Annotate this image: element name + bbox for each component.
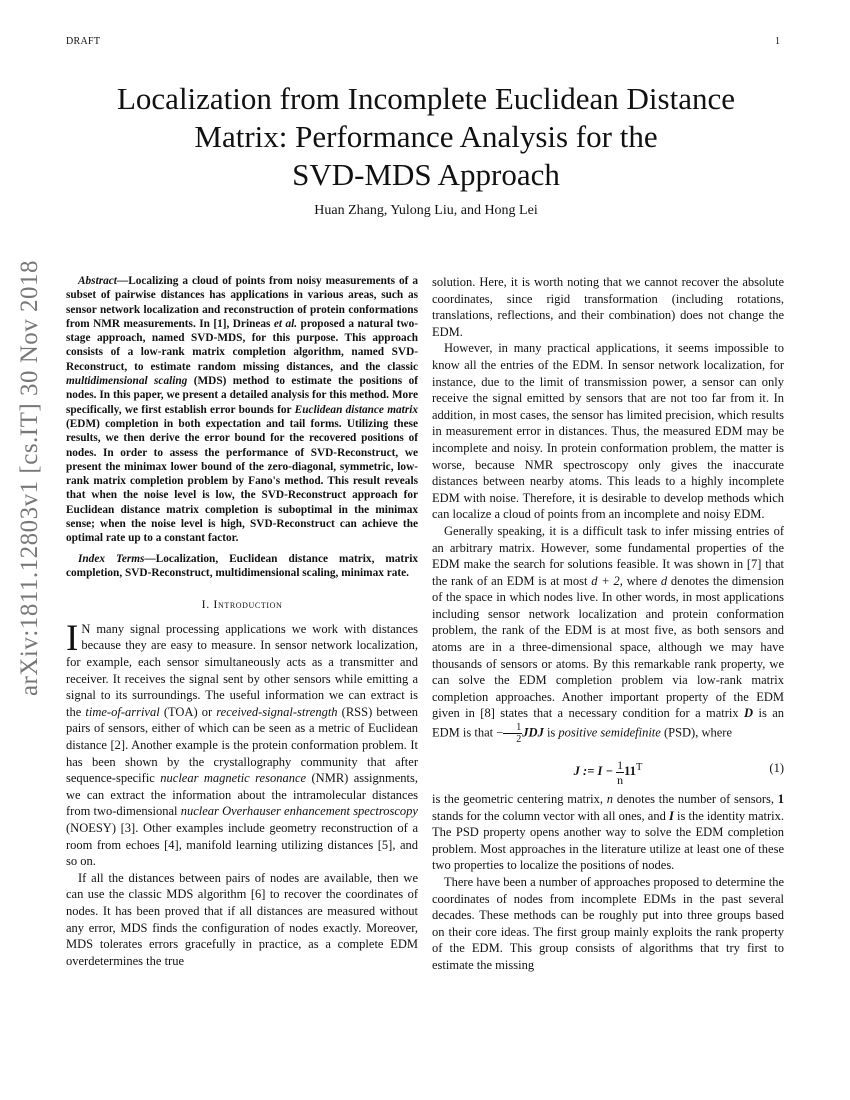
intro-nmr: nuclear magnetic resonance [160, 771, 307, 786]
arxiv-stamp [4, 259, 56, 696]
eq-ones: 11 [624, 764, 636, 779]
section-title: Introduction [213, 597, 283, 612]
intro-p1-d: (NMR) assignments, we can extract the information about the intramolecular distances from two-dimensional [66, 771, 418, 819]
paper-title [70, 80, 782, 194]
author-list: Huan Zhang, Yulong Liu, and Hong Lei [314, 203, 538, 218]
abstract-text-1: —Localizing a cloud of points from noisy measurements of a subset of pairwise distances has applications in various areas, such as sensor network localization and reconstruction of protein conformations from NMR measurements. In [1], Drineas [66, 275, 418, 330]
section-heading-introduction [66, 596, 418, 613]
right-column [432, 274, 784, 974]
intro-paragraph-2: If all the distances between pairs of nodes are available, then we can use the classic MDS algorithm [6] to recover the coordinates of nodes. It has been proved that if all distances are measured without any error, MDS finds the configuration of nodes exactly. Moreover, MDS tolerates errors gracefully in practice, as a complete EDM overdetermines the true [66, 870, 418, 968]
arxiv-stamp-text: arXiv:1811.12803v1 [cs.IT] 30 Nov 2018 [16, 259, 43, 696]
intro-p5-c: stands for the column vector with all ones, and [432, 808, 669, 823]
math-ones: 1 [777, 792, 785, 807]
math-n: n [606, 792, 614, 807]
page-number: 1 [775, 36, 780, 47]
abstract [66, 274, 418, 546]
intro-p5-d: is the identity matrix. The PSD property opens another way to solve the EDM completion problem. Most approaches in the literature utilize at least one of these two properties to localize the positions of nodes. [432, 808, 784, 873]
abstract-text-2: proposed a natural two-stage approach, named SVD-MDS, for this purpose. This approach consists of a low-rank matrix completion algorithm, named SVD-Reconstruct, to estimate random missing distances, and the classic [66, 317, 418, 373]
math-d: d [660, 573, 668, 588]
intro-p5-a: is the geometric centering matrix, [432, 792, 607, 807]
intro-p4-f: (PSD), where [660, 725, 732, 740]
intro-paragraph-1 [66, 617, 419, 870]
math-minus: − [496, 725, 504, 740]
index-terms-label: Index Terms [78, 552, 145, 565]
intro-toa: time-of-arrival [85, 704, 160, 719]
math-jdj: JDJ [522, 725, 544, 740]
frac-denominator: 2 [516, 734, 522, 746]
title-line-2: Matrix: Performance Analysis for the [194, 119, 658, 154]
intro-p5-b: denotes the number of sensors, [613, 792, 778, 807]
math-half-fraction [503, 722, 522, 745]
abstract-etal: et al. [273, 317, 298, 330]
intro-psd: positive semidefinite [558, 725, 661, 740]
abstract-edm: Euclidean distance matrix [294, 403, 419, 416]
abstract-mds: multidimensional scaling [66, 375, 188, 388]
intro-p4-b: , where [619, 573, 661, 588]
intro-p1-a: N many signal processing applications we work with distances because they are easy to measure. In sensor network localization, for example, each sensor simultaneously acts as a transmitter and receiver. It receives the signal sent by other sensors while emitting a signal to its surroundings. The useful information we can extract is the [66, 621, 418, 719]
intro-paragraph-4 [432, 523, 784, 745]
intro-noesy: nuclear Overhauser enhancement spectroscopy [180, 804, 418, 819]
intro-p4-a: Generally speaking, it is a difficult task to infer missing entries of an arbitrary matrix. However, some fundamental properties of the EDM make the search for solutions feasible. It was shown in [7] that the rank of an EDM is at most [432, 523, 784, 588]
equation-1 [432, 751, 784, 785]
left-column [66, 274, 418, 969]
eq-frac-denominator: n [617, 772, 624, 787]
intro-p1-e: (NOESY) [3]. Other examples include geometry reconstruction of a room from echoes [4], manifold learning utilizing distances [5], and so on. [66, 820, 418, 869]
abstract-text-4: (EDM) completion in both expectation and tail forms. Utilizing these results, we then derive the error bound for the recovered positions of nodes. In order to assess the performance of SVD-Reconstruct, we present the minimax lower bound of the zero-diagonal, symmetric, low-rank matrix completion problem by Fano's method. This result reveals that when the noise level is low, the SVD-Reconstruct approach for Euclidean distance matrix completion is suboptimal in the minimax sense; when the noise level is high, SVD-Reconstruct can achieve the optimal rate up to a constant factor. [66, 417, 418, 545]
intro-p1-c: (RSS) between pairs of sensors, either of which can be seen as a metric of Euclidean distance [2]. Another example is the protein conformation problem. It has been shown by the crystallography community that after sequence-specific [66, 704, 419, 786]
math-rank-bound: d + 2 [591, 573, 620, 588]
abstract-text-3: (MDS) method to estimate the positions of nodes. In this paper, we present a detailed analysis for this method. More specifically, we first establish error bounds for [66, 375, 418, 416]
intro-p4-d: is an EDM is that [432, 706, 785, 740]
index-terms-text: —Localization, Euclidean distance matrix, matrix completion, SVD-Reconstruct, multidimensional scaling, minimax rate. [66, 552, 418, 579]
equation-number: (1) [769, 761, 784, 776]
intro-paragraph-5 [432, 791, 784, 874]
section-number: I. [201, 597, 214, 612]
intro-p4-e: is [543, 725, 559, 740]
abstract-label: Abstract [78, 275, 117, 287]
intro-paragraph-6: There have been a number of approaches proposed to determine the coordinates of nodes from incomplete EDMs in the past several decades. These methods can be roughly put into three groups based on their core ideas. The first group mainly exploits the rank property of the EDM. This group consists of algorithms that try first to estimate the missing [432, 875, 784, 972]
intro-paragraph-2-continued: solution. Here, it is worth noting that we cannot recover the absolute coordinates, since rigid transformation (including rotations, translations, reflections, and their combination) does not change the EDM. [432, 275, 784, 339]
index-terms [66, 552, 418, 581]
math-matrix-d: D [744, 706, 754, 721]
eq-frac-numerator: 1 [617, 757, 624, 772]
intro-rss: received-signal-strength [216, 704, 338, 719]
drop-cap: I [66, 617, 79, 659]
eq-lhs: J := I − [573, 764, 614, 779]
eq-transpose: T [635, 762, 643, 774]
frac-numerator: 1 [503, 722, 522, 734]
intro-p1-b: (TOA) or [159, 704, 217, 719]
header-draft: DRAFT [66, 36, 101, 47]
math-identity: I [668, 808, 674, 823]
intro-p4-c: denotes the dimension of the space in which nodes live. In other words, in most applications including sensor network localization and protein conformation problem, the rank of the EDM is at most five, as both sensors and atoms are in a three-dimensional space, although we may have thousands of sensors or atoms. By this remarkable rank property, we can solve the EDM completion problem via low-rank matrix completion approaches. Another important property of the EDM given in [8] states that a necessary condition for a matrix [432, 573, 784, 721]
eq-fraction [616, 758, 624, 787]
intro-paragraph-3: However, in many practical applications, it seems impossible to know all the entries of the EDM. In sensor network localization, for instance, due to the limit of transmission power, a sensor can only receive the signal emitted by sensors that are not too far from it. In addition, in most cases, the sensor has limited precision, which results in measurement error in distances. Thus, the measured EDM may be incomplete and noisy. In protein conformation problem, the matter is worse, because NMR spectroscopy only gives the inaccurate distances between nearby atoms. This leads to a highly incomplete EDM with noise. Therefore, it is desirable to develop methods which can localize a cloud of points from an incomplete and noisy EDM. [432, 341, 784, 522]
title-line-1: Localization from Incomplete Euclidean Distance [116, 81, 736, 116]
title-line-3: SVD-MDS Approach [292, 157, 560, 192]
